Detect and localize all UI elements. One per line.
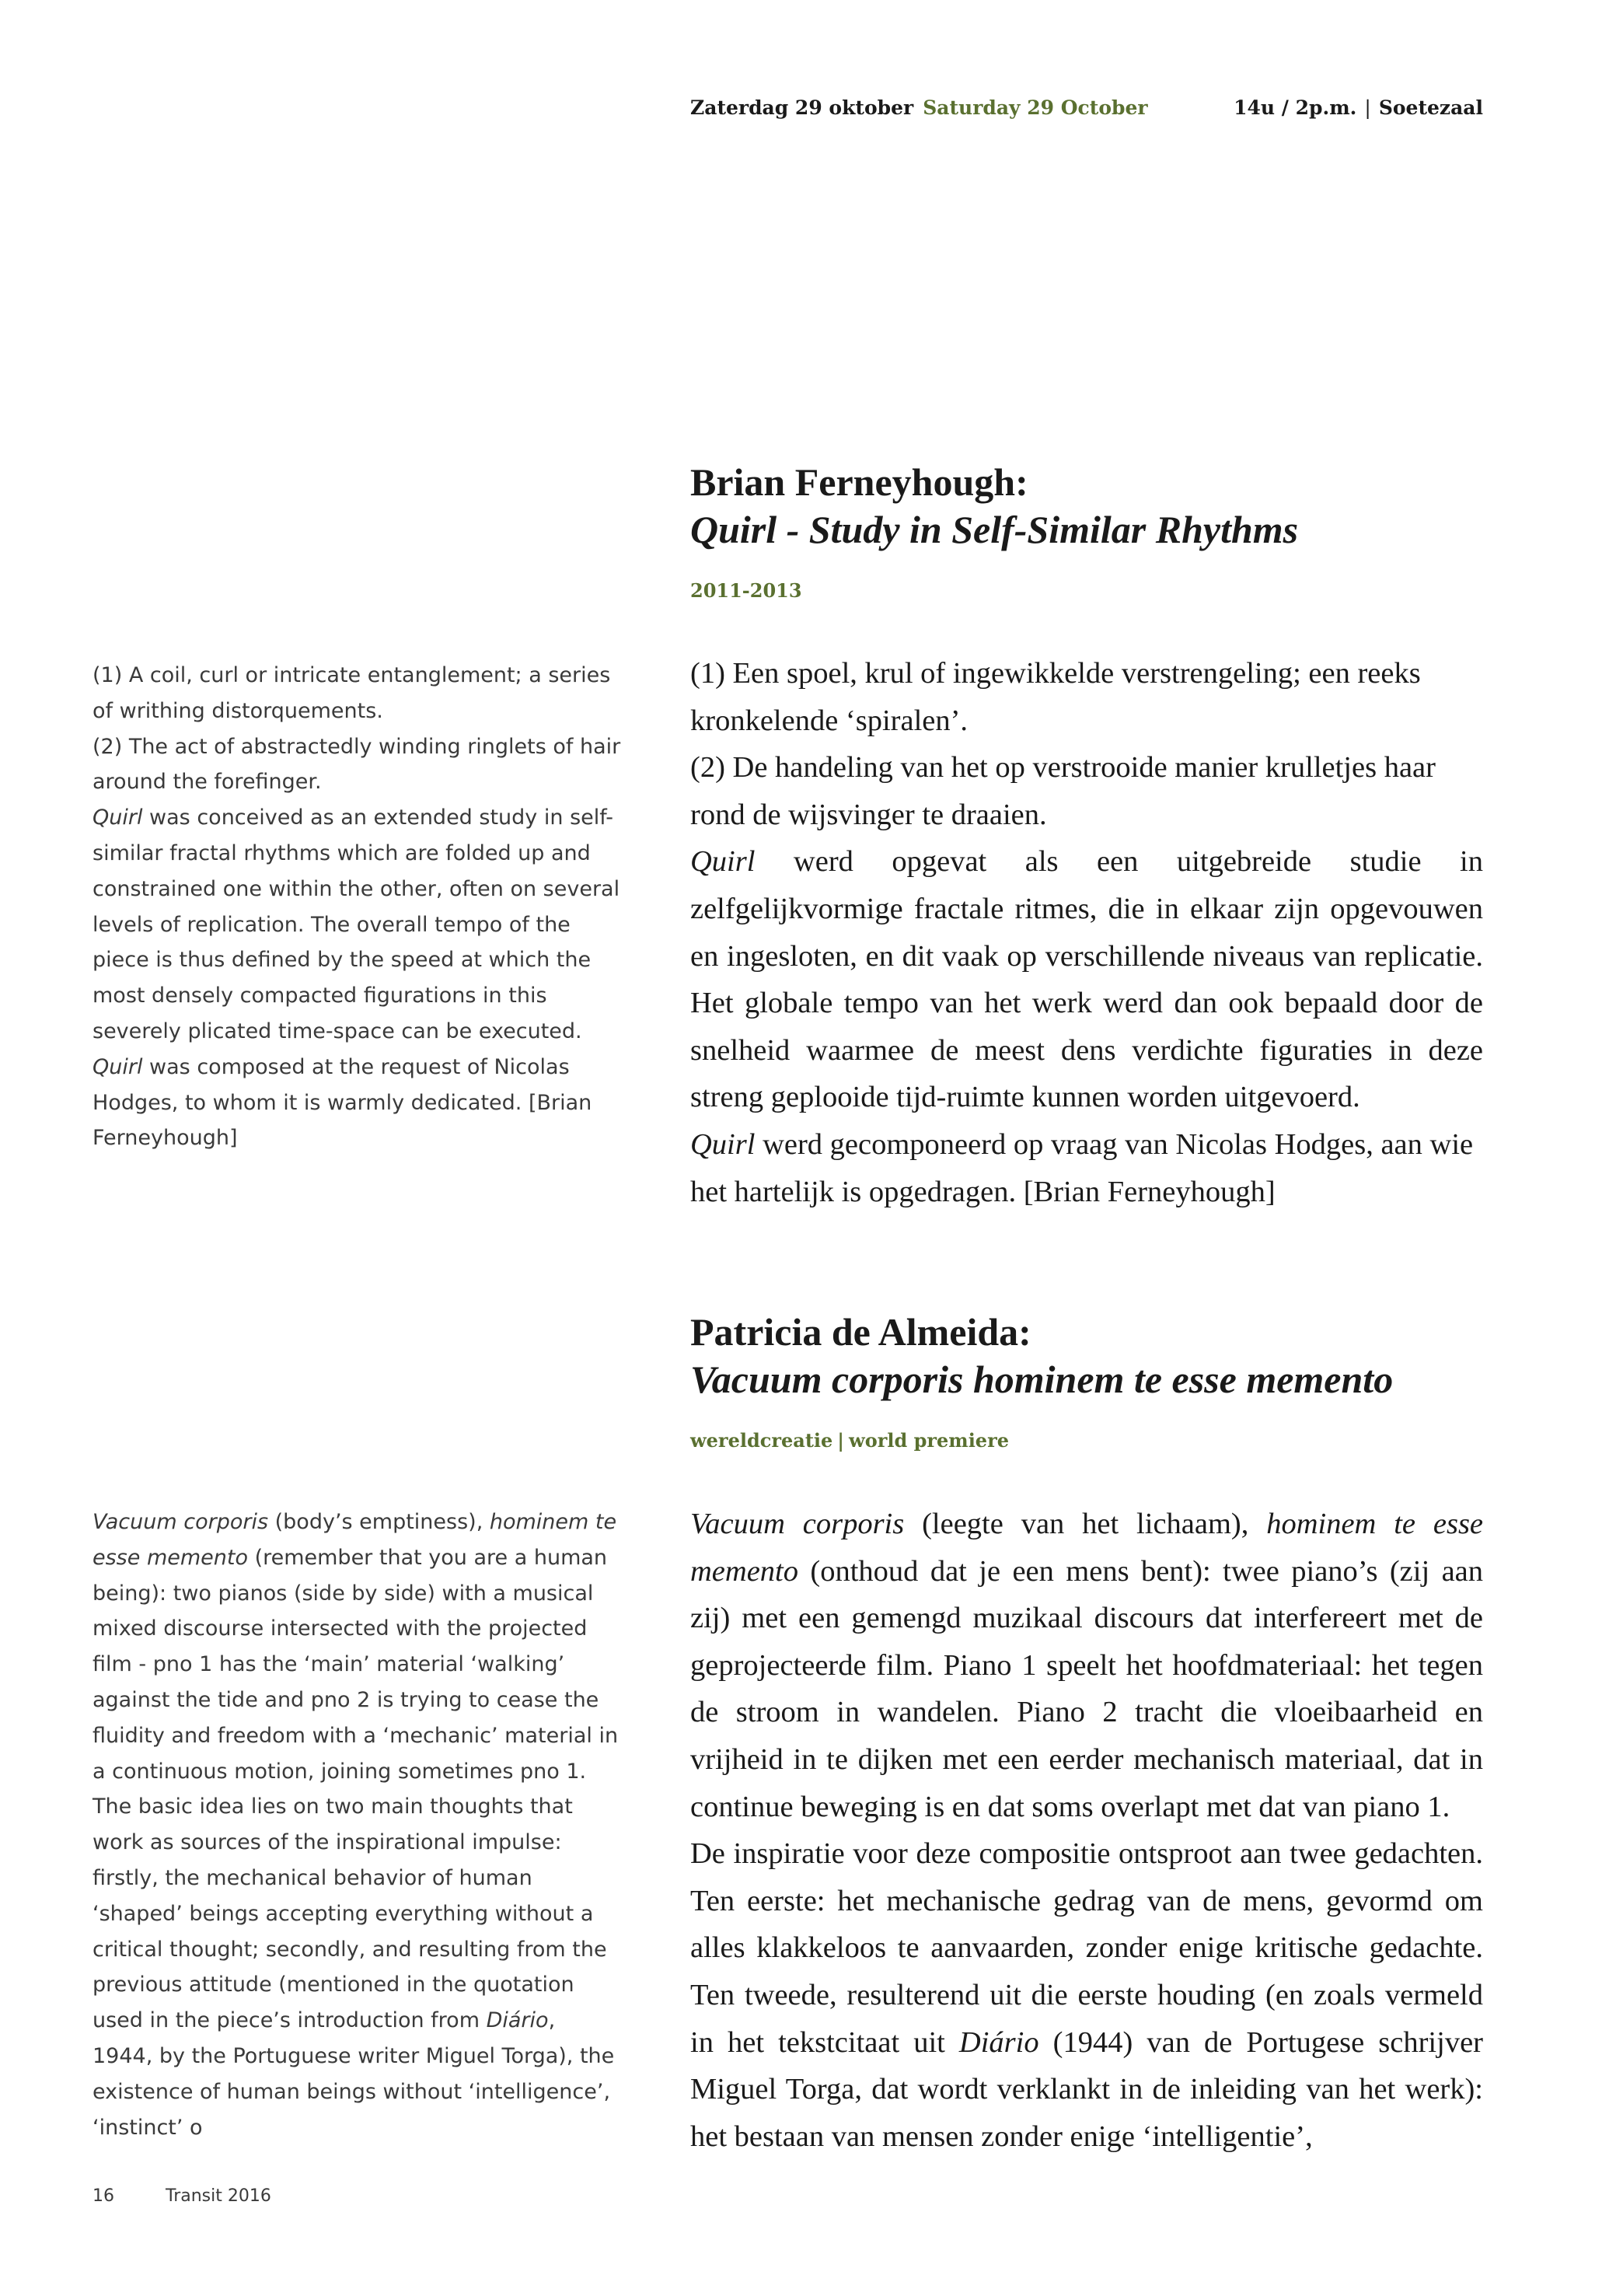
- emphasis: hominem te esse memento: [92, 1510, 617, 1570]
- paragraph: [690, 1830, 1483, 2160]
- emphasis: Diário: [958, 2025, 1039, 2059]
- header-date: [690, 96, 1148, 119]
- paragraph: [92, 1050, 621, 1156]
- time: 14u / 2p.m.: [1234, 96, 1357, 119]
- paragraph-text: was composed at the request of Nicolas Hodges, to whom it is warmly dedicated. [Brian Ferneyhough]: [92, 1054, 592, 1151]
- piece-title: Vacuum corporis hominem te esse memento: [690, 1358, 1394, 1401]
- premiere-english: world premiere: [849, 1429, 1009, 1452]
- work-2-english-text: [92, 1504, 621, 2145]
- date-english: Saturday 29 October: [923, 96, 1148, 119]
- piece-title: Quirl - Study in Self-Similar Rhythms: [690, 508, 1299, 551]
- page-number: 16: [92, 2186, 114, 2206]
- paragraph: [92, 800, 621, 1050]
- paragraph-text: werd opgevat als een uitgebreide studie in zelfgelijkvormige fractale ritmes, die in elkaar zijn opgevouwen en ingesloten, en dit vaak op verschillende niveaus van replicatie. Het globale tempo van het werk werd dan ook bepaald door de snelheid waarmee de meest dens verdichte figuraties in deze streng geplooide tijd-ruimte kunnen worden uitgevoerd.: [690, 845, 1483, 1114]
- emphasis: Vacuum corporis: [92, 1510, 269, 1534]
- paragraph-text: (remember that you are a human being): two pianos (side by side) with a musical mixed discourse intersected with the projected film - pno 1 has the ‘main’ material ‘walking’ against the tide and pno 2 is trying to cease the fluidity and freedom with a ‘mechanic’ material in a continuous motion, joining sometimes pno 1.: [92, 1545, 619, 1784]
- page-footer: [92, 2186, 271, 2206]
- work-2-heading: [690, 1309, 1393, 1403]
- emphasis: Quirl: [690, 1127, 756, 1161]
- paragraph: [690, 1501, 1483, 1830]
- publication-name: Transit 2016: [166, 2186, 271, 2206]
- paragraph: [690, 1121, 1483, 1215]
- separator: |: [1364, 96, 1371, 119]
- paragraph-text: (1944) van de Portugese schrijver Miguel Torga, dat wordt verklankt in de inleiding van het werk): het bestaan van mensen zonder enige ‘intelligentie’,: [690, 2025, 1483, 2153]
- paragraph: (1) A coil, curl or intricate entanglement; a series of writhing distorquements.: [92, 663, 611, 723]
- paragraph-text: (body’s emptiness),: [268, 1510, 490, 1534]
- paragraph-text: (onthoud dat je een mens bent): twee piano’s (zij aan zij) met een gemengd muzikaal discours dat interfereert met de geprojecteerde film. Piano 1 speelt het hoofdmateriaal: het tegen de stroom in wandelen. Piano 2 tracht die vloeibaarheid en vrijheid in te dijken met een eerder mechanisch materiaal, dat in continue beweging is en dat soms overlapt met dat van piano 1.: [690, 1554, 1483, 1823]
- paragraph: (1) Een spoel, krul of ingewikkelde verstrengeling; een reeks kronkelende ‘spiralen’.: [690, 657, 1421, 737]
- work-1-english-text: [92, 658, 621, 1156]
- paragraph-text: De inspiratie voor deze compositie ontsproot aan twee gedachten. Ten eerste: het mechanische gedrag van de mens, gevormd om alles klakkeloos te aanvaarden, zonder enige kritische gedachte. Ten tweede, resulterend uit die eerste houding (en zoals vermeld in het tekstcitaat uit: [690, 1837, 1483, 2059]
- separator: |: [837, 1429, 845, 1452]
- emphasis: Diário: [486, 2008, 549, 2033]
- emphasis: hominem te esse memento: [690, 1508, 1484, 1588]
- premiere-dutch: wereldcreatie: [690, 1429, 833, 1452]
- composer-name: Patricia de Almeida:: [690, 1310, 1031, 1354]
- work-2-dutch-text: [690, 1501, 1483, 2160]
- work-1-dutch-text: [690, 650, 1483, 1215]
- paragraph-text: , 1944, by the Portuguese writer Miguel Torga), the existence of human beings without ‘intelligence’, ‘instinct’ o: [92, 2008, 615, 2140]
- emphasis: Quirl: [92, 806, 143, 830]
- paragraph-text: The basic idea lies on two main thoughts that work as sources of the inspirational impulse: firstly, the mechanical behavior of human ‘shaped’ beings accepting everything without a critical thought; secondly, and resulting from the previous attitude (mentioned in the quotation used in the piece’s introduction from: [92, 1795, 607, 2033]
- paragraph-text: werd gecomponeerd op vraag van Nicolas Hodges, aan wie het hartelijk is opgedragen. [Brian Ferneyhough]: [690, 1127, 1474, 1208]
- work-1-heading: [690, 459, 1298, 554]
- composer-name: Brian Ferneyhough:: [690, 460, 1028, 504]
- date-dutch: Zaterdag 29 oktober: [690, 96, 914, 119]
- paragraph: (2) De handeling van het op verstrooide manier krulletjes haar rond de wijsvinger te draaien.: [690, 751, 1436, 831]
- emphasis: Quirl: [92, 1054, 143, 1079]
- work-2-premiere: [690, 1429, 1009, 1452]
- emphasis: Quirl: [690, 845, 756, 879]
- paragraph-text: (leegte van het lichaam),: [904, 1508, 1267, 1540]
- header-time-venue: [1234, 96, 1483, 119]
- emphasis: Vacuum corporis: [690, 1508, 905, 1540]
- work-1-years: 2011-2013: [690, 579, 802, 602]
- paragraph: [92, 1789, 621, 2145]
- venue: Soetezaal: [1378, 96, 1483, 119]
- paragraph-text: was conceived as an extended study in self-similar fractal rhythms which are folded up and constrained one within the other, often on several levels of replication. The overall tempo of the piece is thus defined by the speed at which the most densely compacted figurations in this severely plicated time-space can be executed.: [92, 806, 620, 1043]
- paragraph: [690, 838, 1483, 1121]
- paragraph: (2) The act of abstractedly winding ringlets of hair around the forefinger.: [92, 734, 621, 795]
- paragraph: [92, 1504, 621, 1789]
